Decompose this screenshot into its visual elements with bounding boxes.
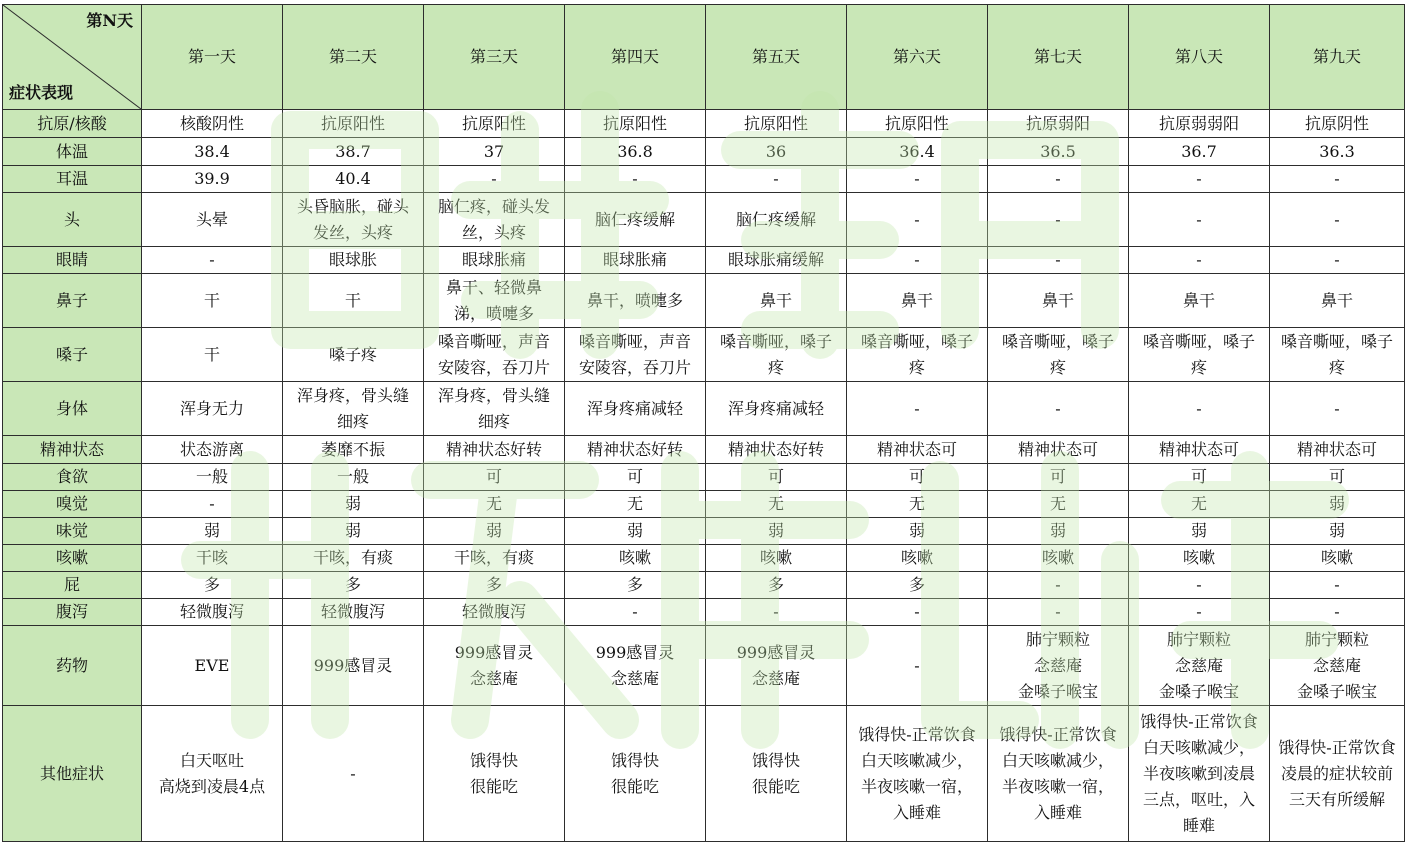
- table-cell: 弱: [1270, 491, 1405, 518]
- table-row: [3, 626, 1405, 706]
- table-cell: 可: [1270, 464, 1405, 491]
- table-cell: 弱: [847, 518, 988, 545]
- day-header: 第六天: [847, 5, 988, 110]
- table-cell: 抗原阳性: [706, 110, 847, 138]
- row-label: 药物: [3, 626, 142, 706]
- row-label: 咳嗽: [3, 545, 142, 572]
- symptom-table: [2, 4, 1405, 842]
- table-cell: 精神状态可: [1270, 436, 1405, 464]
- table-row: [3, 274, 1405, 328]
- table-cell: 肺宁颗粒 念慈庵 金嗓子喉宝: [1129, 626, 1270, 706]
- table-cell: 眼球胀痛: [565, 247, 706, 274]
- table-cell: 36.3: [1270, 138, 1405, 166]
- table-cell: -: [1270, 166, 1405, 193]
- corner-header: [3, 5, 142, 110]
- table-cell: 鼻干、轻微鼻 涕，喷嚏多: [424, 274, 565, 328]
- day-header: 第二天: [283, 5, 424, 110]
- table-cell: 可: [847, 464, 988, 491]
- table-cell: 轻微腹泻: [142, 599, 283, 626]
- table-cell: 咳嗽: [706, 545, 847, 572]
- table-cell: -: [988, 572, 1129, 599]
- table-cell: 抗原弱弱阳: [1129, 110, 1270, 138]
- table-cell: 状态游离: [142, 436, 283, 464]
- table-row: [3, 328, 1405, 382]
- table-cell: 饿得快-正常饮食 白天咳嗽减少， 半夜咳嗽一宿， 入睡难: [988, 706, 1129, 842]
- table-cell: 浑身疼痛减轻: [706, 382, 847, 436]
- table-cell: -: [1270, 382, 1405, 436]
- table-cell: 36.4: [847, 138, 988, 166]
- table-cell: 无: [424, 491, 565, 518]
- row-label: 食欲: [3, 464, 142, 491]
- table-cell: 抗原阳性: [424, 110, 565, 138]
- table-cell: 40.4: [283, 166, 424, 193]
- table-cell: 无: [565, 491, 706, 518]
- table-cell: -: [988, 247, 1129, 274]
- table-cell: 干: [283, 274, 424, 328]
- table-cell: 嗓音嘶哑，嗓子 疼: [1270, 328, 1405, 382]
- table-cell: 弱: [988, 518, 1129, 545]
- table-cell: 一般: [283, 464, 424, 491]
- table-cell: 萎靡不振: [283, 436, 424, 464]
- table-cell: -: [847, 626, 988, 706]
- table-cell: 肺宁颗粒 念慈庵 金嗓子喉宝: [1270, 626, 1405, 706]
- table-row: [3, 545, 1405, 572]
- row-label: 鼻子: [3, 274, 142, 328]
- table-cell: 多: [565, 572, 706, 599]
- table-cell: 多: [706, 572, 847, 599]
- day-header: 第九天: [1270, 5, 1405, 110]
- row-label: 腹泻: [3, 599, 142, 626]
- table-cell: 头晕: [142, 193, 283, 247]
- table-cell: 浑身疼，骨头缝 细疼: [283, 382, 424, 436]
- table-cell: 精神状态好转: [424, 436, 565, 464]
- table-cell: -: [1270, 599, 1405, 626]
- table-cell: 可: [988, 464, 1129, 491]
- table-cell: -: [706, 599, 847, 626]
- table-cell: 抗原阳性: [565, 110, 706, 138]
- table-row: [3, 572, 1405, 599]
- table-cell: 弱: [565, 518, 706, 545]
- table-row: [3, 464, 1405, 491]
- table-cell: 36: [706, 138, 847, 166]
- table-cell: 36.8: [565, 138, 706, 166]
- table-cell: 可: [1129, 464, 1270, 491]
- table-cell: 白天呕吐 高烧到凌晨4点: [142, 706, 283, 842]
- table-cell: 抗原阳性: [847, 110, 988, 138]
- day-header: 第五天: [706, 5, 847, 110]
- table-cell: 干: [142, 328, 283, 382]
- table-row: [3, 166, 1405, 193]
- row-label: 嗓子: [3, 328, 142, 382]
- table-cell: 嗓音嘶哑，声音 安陵容，吞刀片: [565, 328, 706, 382]
- table-cell: 可: [565, 464, 706, 491]
- table-cell: 核酸阴性: [142, 110, 283, 138]
- table-cell: 干咳，有痰: [283, 545, 424, 572]
- table-cell: 抗原阳性: [283, 110, 424, 138]
- table-cell: -: [847, 247, 988, 274]
- table-cell: -: [565, 599, 706, 626]
- table-cell: -: [847, 193, 988, 247]
- day-header: 第四天: [565, 5, 706, 110]
- table-cell: 多: [142, 572, 283, 599]
- row-label: 体温: [3, 138, 142, 166]
- table-cell: 鼻干: [706, 274, 847, 328]
- table-cell: -: [142, 247, 283, 274]
- day-header: 第一天: [142, 5, 283, 110]
- row-label: 身体: [3, 382, 142, 436]
- table-cell: 鼻干: [988, 274, 1129, 328]
- table-cell: 36.7: [1129, 138, 1270, 166]
- table-cell: 精神状态可: [988, 436, 1129, 464]
- corner-symptom-label: 症状表现: [9, 83, 74, 102]
- table-cell: 鼻干: [847, 274, 988, 328]
- table-cell: -: [1129, 599, 1270, 626]
- table-cell: 精神状态可: [1129, 436, 1270, 464]
- table-cell: -: [424, 166, 565, 193]
- table-cell: 饿得快-正常饮食 白天咳嗽减少， 半夜咳嗽一宿， 入睡难: [847, 706, 988, 842]
- table-cell: -: [565, 166, 706, 193]
- header-row: [3, 5, 1405, 110]
- table-cell: 浑身无力: [142, 382, 283, 436]
- table-cell: 多: [424, 572, 565, 599]
- table-cell: EVE: [142, 626, 283, 706]
- table-cell: 无: [706, 491, 847, 518]
- table-cell: 咳嗽: [988, 545, 1129, 572]
- table-cell: -: [1129, 166, 1270, 193]
- table-cell: -: [1270, 572, 1405, 599]
- table-cell: -: [1129, 572, 1270, 599]
- table-cell: 弱: [706, 518, 847, 545]
- table-row: [3, 599, 1405, 626]
- table-cell: 999感冒灵 念慈庵: [565, 626, 706, 706]
- table-cell: 嗓音嘶哑，声音 安陵容，吞刀片: [424, 328, 565, 382]
- table-cell: -: [988, 166, 1129, 193]
- table-cell: 抗原阴性: [1270, 110, 1405, 138]
- table-cell: 37: [424, 138, 565, 166]
- table-cell: 可: [424, 464, 565, 491]
- table-cell: 干咳，有痰: [424, 545, 565, 572]
- table-cell: 干咳: [142, 545, 283, 572]
- table-cell: 咳嗽: [1129, 545, 1270, 572]
- table-cell: -: [988, 599, 1129, 626]
- table-cell: -: [847, 599, 988, 626]
- table-row: [3, 138, 1405, 166]
- table-cell: 精神状态可: [847, 436, 988, 464]
- table-cell: 脑仁疼缓解: [565, 193, 706, 247]
- table-cell: 精神状态好转: [706, 436, 847, 464]
- table-row: [3, 110, 1405, 138]
- table-cell: 浑身疼痛减轻: [565, 382, 706, 436]
- row-label: 精神状态: [3, 436, 142, 464]
- table-row: [3, 382, 1405, 436]
- day-header: 第三天: [424, 5, 565, 110]
- table-cell: 36.5: [988, 138, 1129, 166]
- table-cell: 肺宁颗粒 念慈庵 金嗓子喉宝: [988, 626, 1129, 706]
- row-label: 嗅觉: [3, 491, 142, 518]
- table-cell: 眼球胀: [283, 247, 424, 274]
- table-cell: 弱: [283, 491, 424, 518]
- row-label: 眼睛: [3, 247, 142, 274]
- table-cell: 弱: [142, 518, 283, 545]
- table-cell: 嗓音嘶哑，嗓子 疼: [1129, 328, 1270, 382]
- table-cell: 弱: [1129, 518, 1270, 545]
- table-cell: 鼻干，喷嚏多: [565, 274, 706, 328]
- row-label: 抗原/核酸: [3, 110, 142, 138]
- table-cell: 弱: [283, 518, 424, 545]
- table-cell: -: [847, 382, 988, 436]
- table-cell: 38.7: [283, 138, 424, 166]
- table-cell: 鼻干: [1270, 274, 1405, 328]
- table-cell: 38.4: [142, 138, 283, 166]
- table-cell: 轻微腹泻: [424, 599, 565, 626]
- table-cell: 饿得快-正常饮食 白天咳嗽减少， 半夜咳嗽到凌晨 三点，呕吐，入 睡难: [1129, 706, 1270, 842]
- table-cell: 咳嗽: [1270, 545, 1405, 572]
- table-cell: -: [1129, 382, 1270, 436]
- table-cell: 眼球胀痛: [424, 247, 565, 274]
- table-cell: 饿得快 很能吃: [706, 706, 847, 842]
- day-header: 第八天: [1129, 5, 1270, 110]
- table-cell: 浑身疼，骨头缝 细疼: [424, 382, 565, 436]
- table-cell: 咳嗽: [565, 545, 706, 572]
- table-cell: -: [283, 706, 424, 842]
- table-cell: -: [988, 382, 1129, 436]
- table-row: [3, 436, 1405, 464]
- table-cell: 抗原弱阳: [988, 110, 1129, 138]
- row-label: 味觉: [3, 518, 142, 545]
- table-cell: 轻微腹泻: [283, 599, 424, 626]
- table-cell: 眼球胀痛缓解: [706, 247, 847, 274]
- table-cell: 精神状态好转: [565, 436, 706, 464]
- table-row: [3, 706, 1405, 842]
- table-cell: 嗓子疼: [283, 328, 424, 382]
- table-cell: 饿得快 很能吃: [424, 706, 565, 842]
- table-cell: 嗓音嘶哑，嗓子 疼: [847, 328, 988, 382]
- table-cell: -: [988, 193, 1129, 247]
- table-cell: 鼻干: [1129, 274, 1270, 328]
- table-cell: -: [142, 491, 283, 518]
- table-row: [3, 518, 1405, 545]
- table-cell: 弱: [1270, 518, 1405, 545]
- table-cell: 999感冒灵 念慈庵: [424, 626, 565, 706]
- table-cell: 脑仁疼，碰头发 丝，头疼: [424, 193, 565, 247]
- row-label: 其他症状: [3, 706, 142, 842]
- row-label: 屁: [3, 572, 142, 599]
- table-cell: 嗓音嘶哑，嗓子 疼: [988, 328, 1129, 382]
- table-cell: 弱: [424, 518, 565, 545]
- table-row: [3, 193, 1405, 247]
- table-cell: 饿得快-正常饮食 凌晨的症状较前 三天有所缓解: [1270, 706, 1405, 842]
- table-cell: 多: [847, 572, 988, 599]
- table-cell: 咳嗽: [847, 545, 988, 572]
- table-row: [3, 491, 1405, 518]
- table-cell: 干: [142, 274, 283, 328]
- table-cell: -: [1270, 247, 1405, 274]
- table-cell: -: [706, 166, 847, 193]
- corner-day-label: 第N天: [86, 11, 133, 30]
- table-cell: 39.9: [142, 166, 283, 193]
- table-cell: 嗓音嘶哑，嗓子 疼: [706, 328, 847, 382]
- table-cell: 可: [706, 464, 847, 491]
- table-cell: 头昏脑胀，碰头 发丝，头疼: [283, 193, 424, 247]
- table-cell: 一般: [142, 464, 283, 491]
- day-header: 第七天: [988, 5, 1129, 110]
- table-cell: 脑仁疼缓解: [706, 193, 847, 247]
- table-cell: 饿得快 很能吃: [565, 706, 706, 842]
- table-cell: 999感冒灵: [283, 626, 424, 706]
- row-label: 头: [3, 193, 142, 247]
- table-cell: -: [847, 166, 988, 193]
- table-cell: 多: [283, 572, 424, 599]
- table-cell: 无: [847, 491, 988, 518]
- table-cell: -: [1129, 247, 1270, 274]
- table-cell: -: [1129, 193, 1270, 247]
- table-cell: 无: [988, 491, 1129, 518]
- row-label: 耳温: [3, 166, 142, 193]
- table-cell: 无: [1129, 491, 1270, 518]
- table-cell: -: [1270, 193, 1405, 247]
- table-cell: 999感冒灵 念慈庵: [706, 626, 847, 706]
- table-row: [3, 247, 1405, 274]
